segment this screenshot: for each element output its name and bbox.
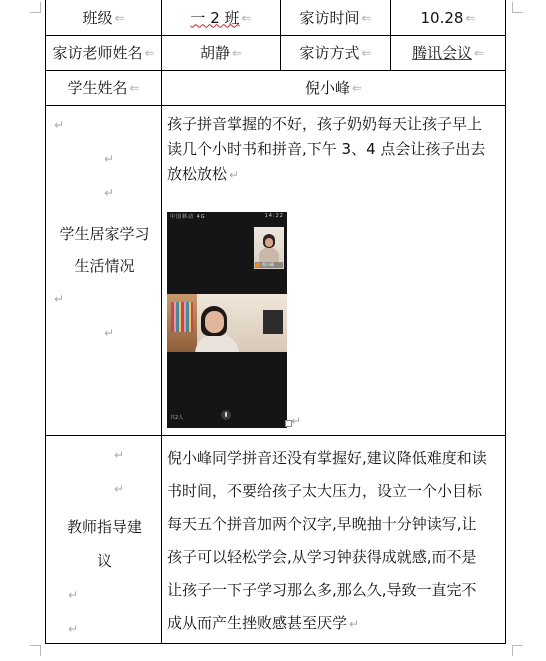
class-label: 班级: [82, 8, 113, 27]
paragraph-mark: ↵: [349, 617, 360, 631]
cell-end-mark: ⇐: [129, 81, 140, 95]
call-controls: [167, 408, 287, 428]
advice-line: 让孩子一下子学习那么多,那么久,导致一直完不: [167, 581, 477, 599]
pip-name: 倪小峰: [262, 262, 274, 267]
teacher-label-cell[interactable]: [45, 36, 162, 71]
teacher-label: 家访老师姓名: [52, 44, 143, 62]
paragraph-mark: ↵: [104, 186, 115, 200]
visit-time-value-cell[interactable]: [391, 0, 506, 36]
advice-label-line2: 议: [96, 552, 112, 570]
paragraph-mark: ↵: [114, 448, 125, 462]
advice-line: 成从而产生挫败感甚至厌学 ↵: [167, 614, 360, 632]
home-life-text: [167, 112, 503, 188]
class-value: 一 2 班: [190, 8, 240, 27]
visit-time-value: 10.28: [420, 8, 464, 27]
paragraph-mark: ↵: [54, 118, 65, 132]
method-value-cell[interactable]: [391, 36, 506, 71]
visit-time-label: 家访时间: [299, 8, 360, 27]
page-corner-mark: [30, 645, 41, 656]
student-label-cell[interactable]: [45, 71, 162, 106]
main-video-teacher: [167, 294, 287, 352]
page-corner-mark: [512, 2, 523, 13]
visit-time-label-cell[interactable]: [281, 0, 391, 36]
video-call-screenshot[interactable]: [167, 212, 287, 428]
cell-end-mark: ⇐: [351, 81, 363, 95]
student-value: 倪小峰: [304, 79, 350, 97]
paragraph-mark: ↵: [229, 168, 240, 182]
cell-end-mark: ⇐: [361, 46, 372, 60]
microphone-icon[interactable]: [221, 410, 231, 420]
home-life-label-line2: 生活情况: [74, 257, 135, 275]
method-label-cell[interactable]: [281, 36, 391, 71]
advice-line: 倪小峰同学拼音还没有掌握好,建议降低难度和读: [167, 449, 487, 467]
home-visit-table: [45, 0, 506, 644]
advice-text: [167, 442, 503, 641]
cell-end-mark: ⇐: [114, 10, 125, 25]
home-life-line: 孩子拼音掌握的不好，孩子奶奶每天让孩子早上: [167, 115, 483, 133]
advice-label-cell[interactable]: [45, 436, 162, 644]
teacher-value: 胡静: [199, 44, 230, 62]
home-life-line: 读几个小时书和拼音,下午 3、4 点会让孩子出去: [167, 140, 486, 158]
page-corner-mark: [30, 2, 41, 13]
cell-end-mark: ⇐: [231, 46, 243, 60]
paragraph-mark: ↵: [291, 414, 302, 428]
cell-end-mark: ⇐: [361, 10, 372, 25]
paragraph-mark: ↵: [104, 152, 115, 166]
cell-end-mark: ⇐: [144, 46, 155, 60]
home-life-line: 放松放松 ↵: [167, 165, 240, 183]
teacher-value-cell[interactable]: [162, 36, 281, 71]
paragraph-mark: ↵: [68, 622, 79, 636]
student-label: 学生姓名: [67, 79, 128, 97]
class-label-cell[interactable]: [45, 0, 162, 36]
pip-video-child: [254, 227, 284, 269]
student-value-cell[interactable]: [162, 71, 506, 106]
method-label: 家访方式: [299, 44, 360, 62]
paragraph-mark: ↵: [114, 482, 125, 496]
advice-line: 书时间，不要给孩子太大压力，设立一个小目标: [167, 482, 483, 500]
method-value: 腾讯会议: [411, 44, 472, 62]
advice-label-line1: 教师指导建: [66, 518, 142, 536]
status-right: 14:22: [264, 213, 284, 219]
status-left: 中国移动 4G: [170, 214, 206, 220]
paragraph-mark: ↵: [68, 588, 79, 602]
advice-line: 孩子可以轻松学会,从学习钟获得成就感,而不是: [167, 548, 477, 566]
cell-end-mark: ⇐: [473, 46, 485, 60]
page-corner-mark: [512, 645, 523, 656]
cell-end-mark: ⇐: [465, 10, 476, 25]
advice-line: 每天五个拼音加两个汉字,早晚抽十分钟读写,让: [167, 515, 477, 533]
home-life-label-line1: 学生居家学习: [59, 225, 150, 243]
paragraph-mark: ↵: [104, 326, 115, 340]
phone-status-bar: [167, 212, 287, 220]
home-life-label-cell[interactable]: [45, 106, 162, 436]
participants-label: 共2人: [170, 415, 184, 421]
class-value-cell[interactable]: [162, 0, 281, 36]
cell-end-mark: ⇐: [241, 10, 252, 25]
paragraph-mark: ↵: [54, 292, 65, 306]
